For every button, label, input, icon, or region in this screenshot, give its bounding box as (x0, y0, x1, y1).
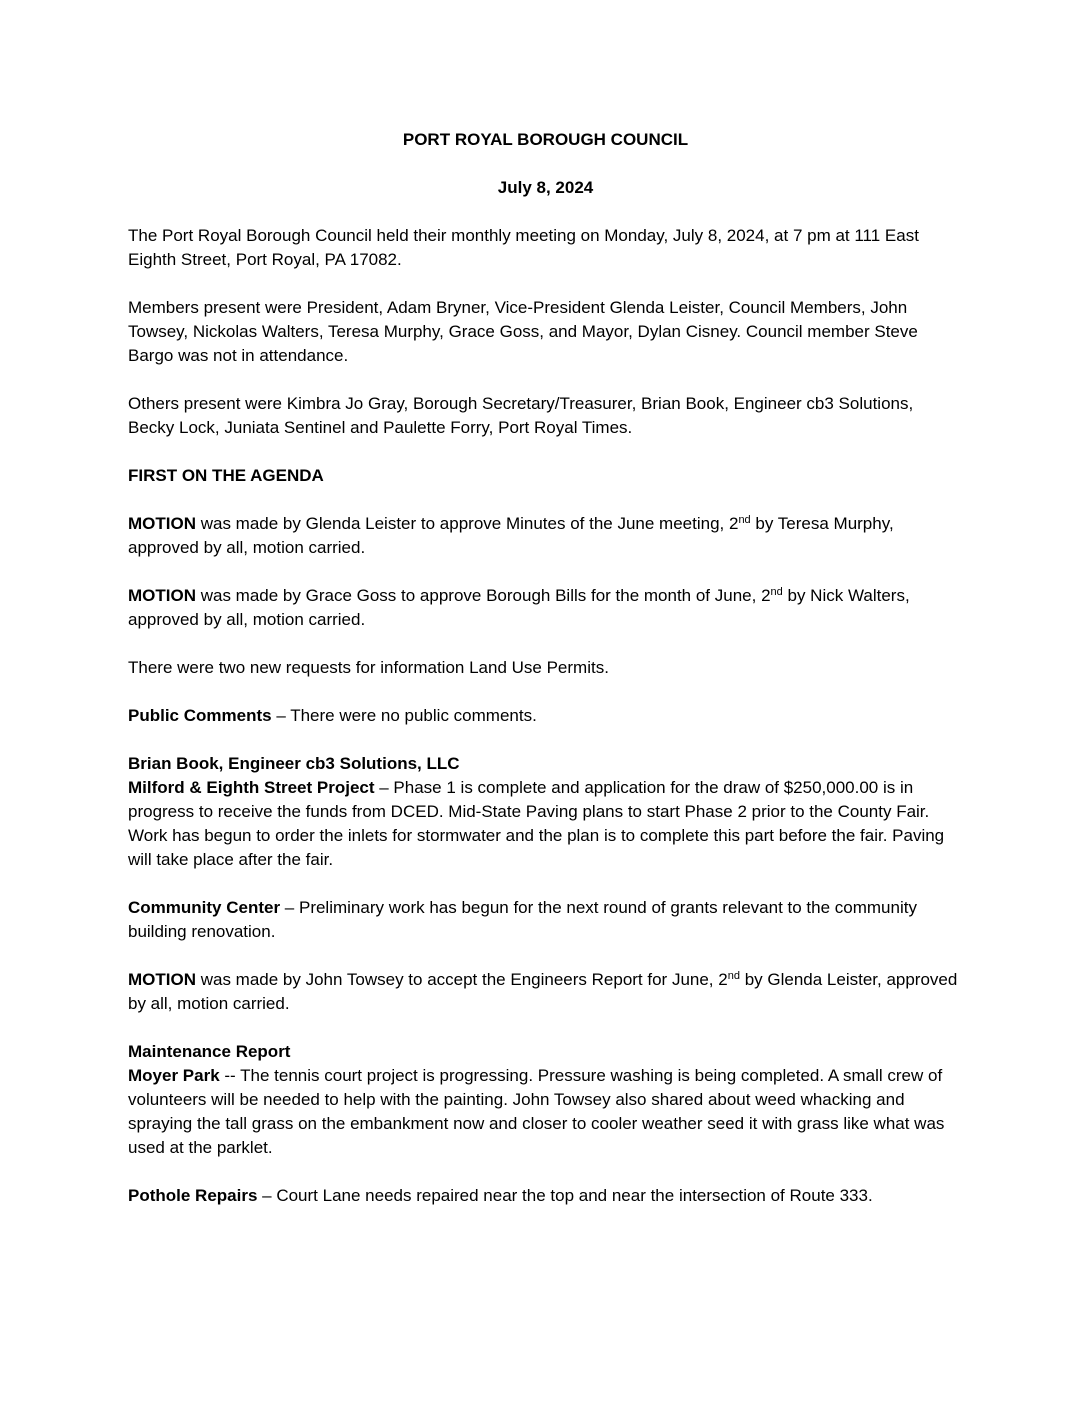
public-comments-label: Public Comments (128, 706, 272, 725)
engineer-heading: Brian Book, Engineer cb3 Solutions, LLC (128, 754, 460, 773)
minutes-body (128, 128, 963, 1208)
others-paragraph: Others present were Kimbra Jo Gray, Borough Secretary/Treasurer, Brian Book, Engineer cb3 Solutions, Becky Lock, Juniata Sentinel and Paulette Forry, Port Royal Times. (128, 394, 914, 437)
project-text: – Phase 1 is complete and application for the draw of $250,000.00 is in progress to receive the funds from DCED. Mid-State Paving plans to start Phase 2 prior to the County Fair. Work has begun to order the inlets for stormwater and the plan is to complete this part before the fair. Paving will take place after the fair. (128, 778, 945, 869)
project-label: Milford & Eighth Street Project (128, 778, 375, 797)
public-comments (128, 704, 963, 728)
public-comments-text: – There were no public comments. (271, 706, 537, 725)
project-paragraph (128, 776, 963, 872)
motion-text-end: by Nick Walters, approved by all, motion carried. (128, 586, 910, 629)
pothole-label: Pothole Repairs (128, 1186, 258, 1205)
pothole-paragraph (128, 1184, 963, 1208)
ordinal-suffix: nd (738, 514, 751, 526)
motion-label: MOTION (128, 970, 196, 989)
ordinal-suffix: nd (770, 586, 783, 598)
pothole-text: – Court Lane needs repaired near the top and near the intersection of Route 333. (257, 1186, 873, 1205)
motion-text-end: by Teresa Murphy, approved by all, motion carried. (128, 514, 894, 557)
community-center-paragraph (128, 896, 963, 944)
members-paragraph: Members present were President, Adam Bryner, Vice-President Glenda Leister, Council Members, John Towsey, Nickolas Walters, Teresa Murphy, Grace Goss, and Mayor, Dylan Cisney. Council member Steve Bargo was not in attendance. (128, 298, 918, 365)
motion-minutes (128, 512, 963, 560)
moyer-park-label: Moyer Park (128, 1066, 220, 1085)
permits-paragraph: There were two new requests for information Land Use Permits. (128, 658, 609, 677)
motion-text-end: by Glenda Leister, approved by all, motion carried. (128, 970, 958, 1013)
intro-paragraph: The Port Royal Borough Council held their monthly meeting on Monday, July 8, 2024, at 7 pm at 111 East Eighth Street, Port Royal, PA 17082. (128, 226, 919, 269)
motion-label: MOTION (128, 514, 196, 533)
agenda-heading: FIRST ON THE AGENDA (128, 466, 324, 485)
motion-engineers-report (128, 968, 963, 1016)
motion-text: was made by Grace Goss to approve Borough Bills for the month of June, 2 (196, 586, 771, 605)
motion-text: was made by John Towsey to accept the Engineers Report for June, 2 (196, 970, 728, 989)
community-center-text: – Preliminary work has begun for the next round of grants relevant to the community building renovation. (128, 898, 917, 941)
meeting-date: July 8, 2024 (497, 178, 594, 197)
maintenance-heading: Maintenance Report (128, 1042, 291, 1061)
moyer-park-paragraph (128, 1064, 963, 1160)
motion-bills (128, 584, 963, 632)
moyer-park-text: -- The tennis court project is progressing. Pressure washing is being completed. A small crew of volunteers will be needed to help with the painting. John Towsey also shared about weed whacking and spraying the tall grass on the embankment now and closer to cooler weather seed it with grass like what was used at the parklet. (128, 1066, 945, 1157)
motion-text: was made by Glenda Leister to approve Minutes of the June meeting, 2 (196, 514, 739, 533)
ordinal-suffix: nd (727, 970, 740, 982)
document-title: PORT ROYAL BOROUGH COUNCIL (402, 130, 689, 149)
community-center-label: Community Center (128, 898, 281, 917)
motion-label: MOTION (128, 586, 196, 605)
